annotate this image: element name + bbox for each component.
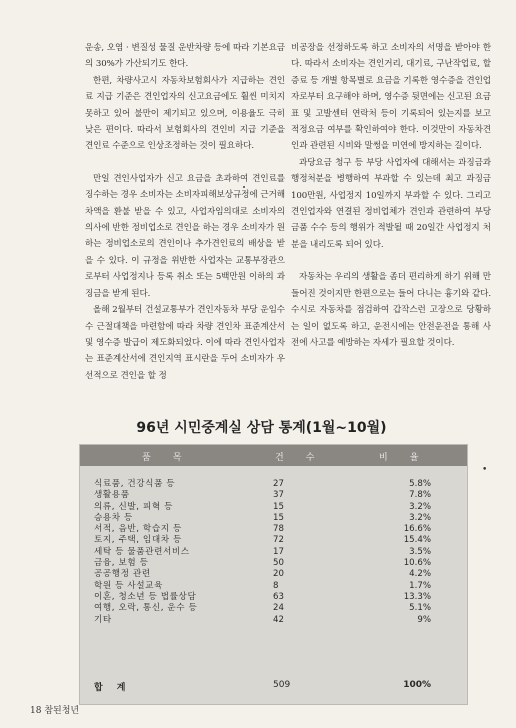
row-item: 의류, 신발, 피혁 등 <box>94 501 173 512</box>
row-item: 여행, 오락, 통신, 운수 등 <box>94 603 198 614</box>
row-count: 78 <box>273 524 284 535</box>
row-ratio: 16.6% <box>403 524 431 535</box>
paragraph: 만일 견인사업자가 신고 요금을 초과하여 견인료를 징수하는 경우 소비자는 소비자피해보상규정에 근거해 차액을 환불 받을 수 있고, 사업자임의대로 소비자의 의사에 반한 정비업소로 견인을 하는 경우 소비자가 원하는 정비업소로의 견인이나 추가견인료의 배상을 받을 수 있다. 이 규정을 위반한 사업자는 교통부장관으로부터 사업정지나 등록 취소 또는 5백만원 이하의 과징금을 받게 된다. <box>85 173 285 299</box>
decorative-bullet: • <box>482 465 488 475</box>
paragraph: 운송, 오염 · 변질성 물질 운반차량 등에 따라 기본요금의 30%가 가산되기도 한다. <box>85 43 285 70</box>
row-item: 세탁 등 물품관련서비스 <box>94 546 190 557</box>
row-count: 50 <box>273 558 284 569</box>
table-row <box>80 502 467 513</box>
row-ratio: 3.2% <box>409 512 431 523</box>
page-footer <box>30 703 79 716</box>
row-ratio: 5.1% <box>409 603 431 614</box>
row-item: 공공행정 관련 <box>94 569 151 580</box>
statistics-table <box>79 444 468 705</box>
row-count: 15 <box>273 512 284 523</box>
row-count: 37 <box>273 490 284 501</box>
table-header <box>80 445 467 466</box>
table-row <box>80 603 467 614</box>
row-ratio: 4.2% <box>409 569 431 580</box>
row-count: 15 <box>273 501 284 512</box>
decorative-dot <box>243 186 245 188</box>
row-ratio: 15.4% <box>403 535 431 546</box>
paragraph: 비공장을 선정하도록 하고 소비자의 서명을 받아야 한다. 따라서 소비자는 견인거리, 대기료, 구난작업료, 할증료 등 개별 항목별로 요금을 기록한 영수증을 견인업자로부터 요구해야 하며, 영수증 뒷면에는 신고된 요금표 및 고발센터 연락처 등이 기록되어 있는지를 보고 적정요금 여부를 확인하여야 한다. 이것만이 자동차견인과 관련된 시비와 말썽을 미연에 방지하는 길이다. <box>291 43 491 152</box>
header-ratio: 비율 <box>379 453 441 463</box>
row-item: 생활용품 <box>94 490 130 501</box>
row-ratio: 3.5% <box>409 546 431 557</box>
row-ratio: 9% <box>417 614 431 625</box>
total-count: 509 <box>273 680 291 690</box>
page-number: 18 <box>30 706 42 716</box>
row-ratio: 5.8% <box>409 479 431 489</box>
paragraph: 한편, 차량사고시 자동차보험회사가 지급하는 견인료 지급 기준은 견인업자의 신고요금에도 훨씬 미치지 못하고 있어 불만이 제기되고 있으며, 이용율도 극히 낮은 편이다. 따라서 보험회사의 견인비 지급 기준을 견인료 수준으로 인상조정하는 것이 필요하다. <box>85 75 285 152</box>
total-label: 합계 <box>94 683 140 693</box>
paragraph: 올해 2월부터 건설교통부가 견인자동차 부당 운임수수 근절대책을 마련함에 따라 차량 견인차 표준계산서 및 영수증 발급이 제도화되었다. 이에 따라 견인사업자는 표준계산서에 견인지역 표시란을 두어 소비자가 우선적으로 견인을 할 정 <box>85 305 285 381</box>
row-item: 승용차 등 <box>94 512 133 523</box>
row-ratio: 7.8% <box>409 490 431 501</box>
table-row <box>80 490 467 501</box>
table-row <box>80 569 467 580</box>
table-row <box>80 547 467 558</box>
row-count: 42 <box>273 614 284 625</box>
row-count: 24 <box>273 603 284 614</box>
article-column-right <box>291 40 491 351</box>
header-item: 품목 <box>142 453 204 463</box>
row-count: 20 <box>273 569 284 580</box>
paragraph: 과당요금 청구 등 부당 사업자에 대해서는 과징금과 행정처분을 병행하여 부과할 수 있는데 최고 과징금 100만원, 사업정지 10일까지 부과할 수 있다. 그리고 견인업자와 연결된 정비업체가 견인과 관련하여 부당금품 수수 등의 행위가 적발될 때 20일간 사업정지 처분을 내리도록 되어 있다. <box>291 157 491 250</box>
paragraph: 자동차는 우리의 생활을 좀더 편리하게 하기 위해 만들어진 것이지만 한편으로는 들어 다니는 흉기와 같다. 수시로 자동차를 점검하여 갑작스런 고장으로 당황하는 일이 없도록 하고, 운전시에는 안전운전을 통해 사전에 사고를 예방하는 자세가 필요할 것이다. <box>291 272 491 348</box>
row-count: 17 <box>273 546 284 557</box>
table-body <box>80 479 467 626</box>
table-row <box>80 535 467 546</box>
total-ratio: 100% <box>403 680 431 690</box>
table-row <box>80 513 467 524</box>
table-row <box>80 558 467 569</box>
table-row <box>80 581 467 592</box>
row-count: 27 <box>273 479 284 489</box>
table-row <box>80 592 467 603</box>
table-row <box>80 524 467 535</box>
article-column-left <box>85 40 285 384</box>
row-count: 72 <box>273 535 284 546</box>
row-count: 63 <box>273 591 284 602</box>
row-ratio: 13.3% <box>403 591 431 602</box>
table-title: 96년 시민중계실 상담 통계(1월~10월) <box>136 420 387 436</box>
row-item: 서적, 음반, 학습지 등 <box>94 524 182 535</box>
row-ratio: 1.7% <box>409 580 431 591</box>
magazine-name: 참된청년 <box>44 706 80 716</box>
row-item: 식료품, 건강식품 등 <box>94 479 176 489</box>
row-item: 학원 등 사설교육 <box>94 580 163 591</box>
row-ratio: 3.2% <box>409 501 431 512</box>
row-item: 기타 <box>94 614 112 625</box>
table-row <box>80 615 467 626</box>
table-total-row <box>80 680 467 696</box>
row-ratio: 10.6% <box>403 558 431 569</box>
row-item: 토지, 주택, 임대차 등 <box>94 535 182 546</box>
table-row <box>80 479 467 490</box>
row-item: 이혼, 청소년 등 법률상담 <box>94 591 197 602</box>
header-count: 건수 <box>275 453 337 463</box>
row-item: 금융, 보험 등 <box>94 558 149 569</box>
row-count: 8 <box>273 580 279 591</box>
